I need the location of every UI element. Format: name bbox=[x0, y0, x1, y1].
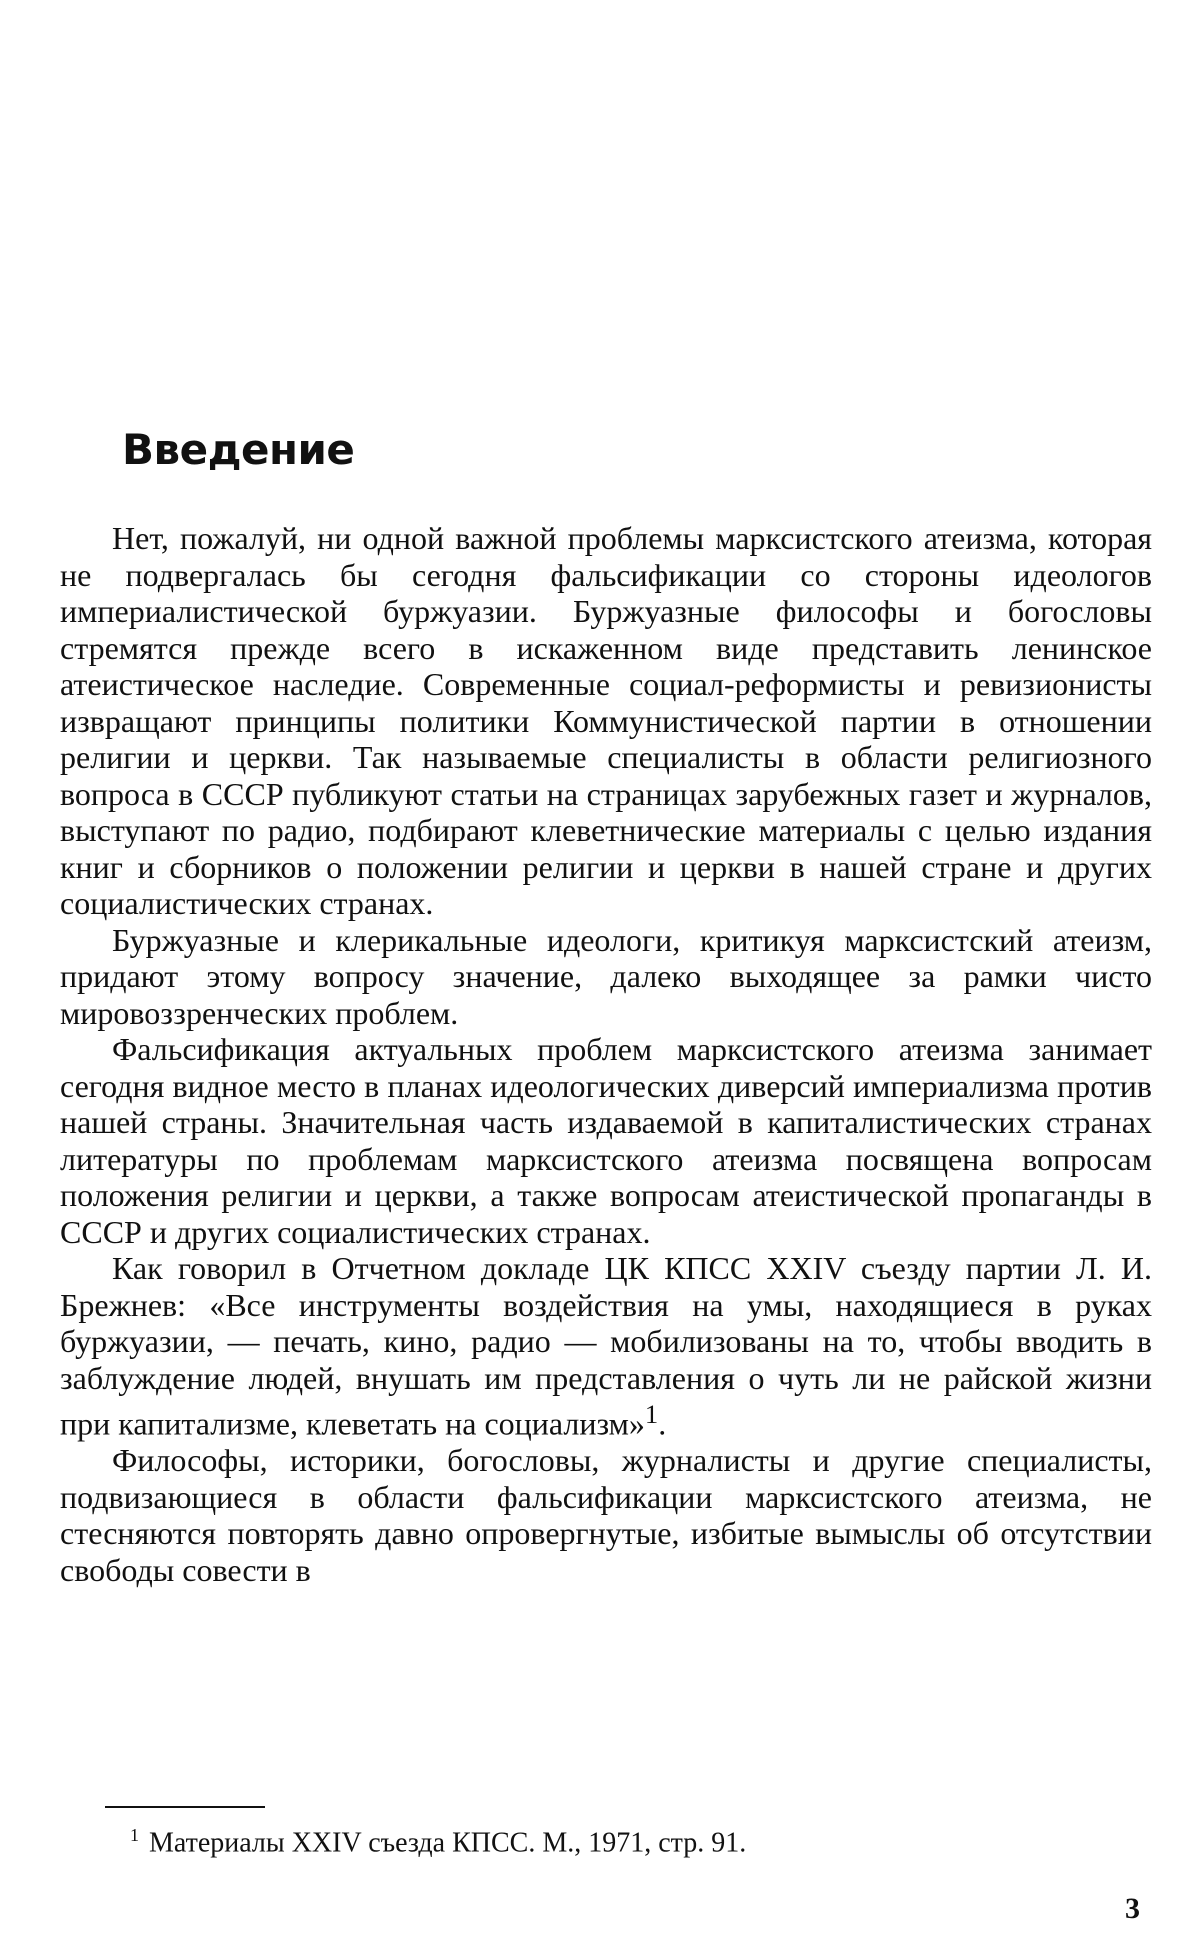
footnote-text: Материалы XXIV съезда КПСС. М., 1971, стр. 91. bbox=[149, 1827, 747, 1859]
quote-end: . bbox=[658, 1405, 667, 1442]
quote-text: Как говорил в Отчетном докладе ЦК КПСС XXIV съезду партии Л. И. Брежнев: «Все инструменты воздействия на умы, находящиеся в руках буржуазии, — печать, кино, радио — мобилизованы на то, чтобы вводить в заблуждение людей, внушать им представления о чуть ли не райской жизни при капитализме, клеветать на социализм» bbox=[60, 1250, 1152, 1442]
paragraph-4-quote bbox=[60, 1250, 1152, 1442]
paragraph-3: Фальсификация актуальных проблем марксистского атеизма занимает сегодня видное место в планах идеологических диверсий империализма против нашей страны. Значительная часть издаваемой в капиталистических странах литературы по проблемам марксистского атеизма посвящена вопросам положения религии и церкви, а также вопросам атеистической пропаганды в СССР и других социалистических странах. bbox=[60, 1031, 1152, 1250]
paragraph-1: Нет, пожалуй, ни одной важной проблемы марксистского атеизма, которая не подвергалась бы сегодня фальсификации со стороны идеологов империалистической буржуазии. Буржуазные философы и богословы стремятся прежде всего в искаженном виде представить ленинское атеистическое наследие. Современные социал-реформисты и ревизионисты извращают принципы политики Коммунистической партии в отношении религии и церкви. Так называемые специалисты в области религиозного вопроса в СССР публикуют статьи на страницах зарубежных газет и журналов, выступают по радио, подбирают клеветнические материалы с целью издания книг и сборников о положении религии и церкви в нашей стране и других социалистических странах. bbox=[60, 520, 1152, 921]
chapter-heading: Введение bbox=[122, 425, 355, 474]
paragraph-5: Философы, историки, богословы, журналисты и другие специалисты, подвизающиеся в области фальсификации марксистского атеизма, не стесняются повторять давно опровергнутые, избитые вымыслы об отсутствии свободы совести в bbox=[60, 1442, 1152, 1588]
footnote-divider bbox=[105, 1806, 265, 1808]
footnote bbox=[130, 1825, 1130, 1859]
page-number: 3 bbox=[1125, 1892, 1140, 1925]
body-text bbox=[60, 520, 1152, 1588]
footnote-reference: 1 bbox=[644, 1399, 659, 1429]
footnote-mark: 1 bbox=[130, 1825, 139, 1845]
paragraph-2: Буржуазные и клерикальные идеологи, критикуя марксистский атеизм, придают этому вопросу значение, далеко выходящее за рамки чисто мировоззренческих проблем. bbox=[60, 921, 1152, 1031]
